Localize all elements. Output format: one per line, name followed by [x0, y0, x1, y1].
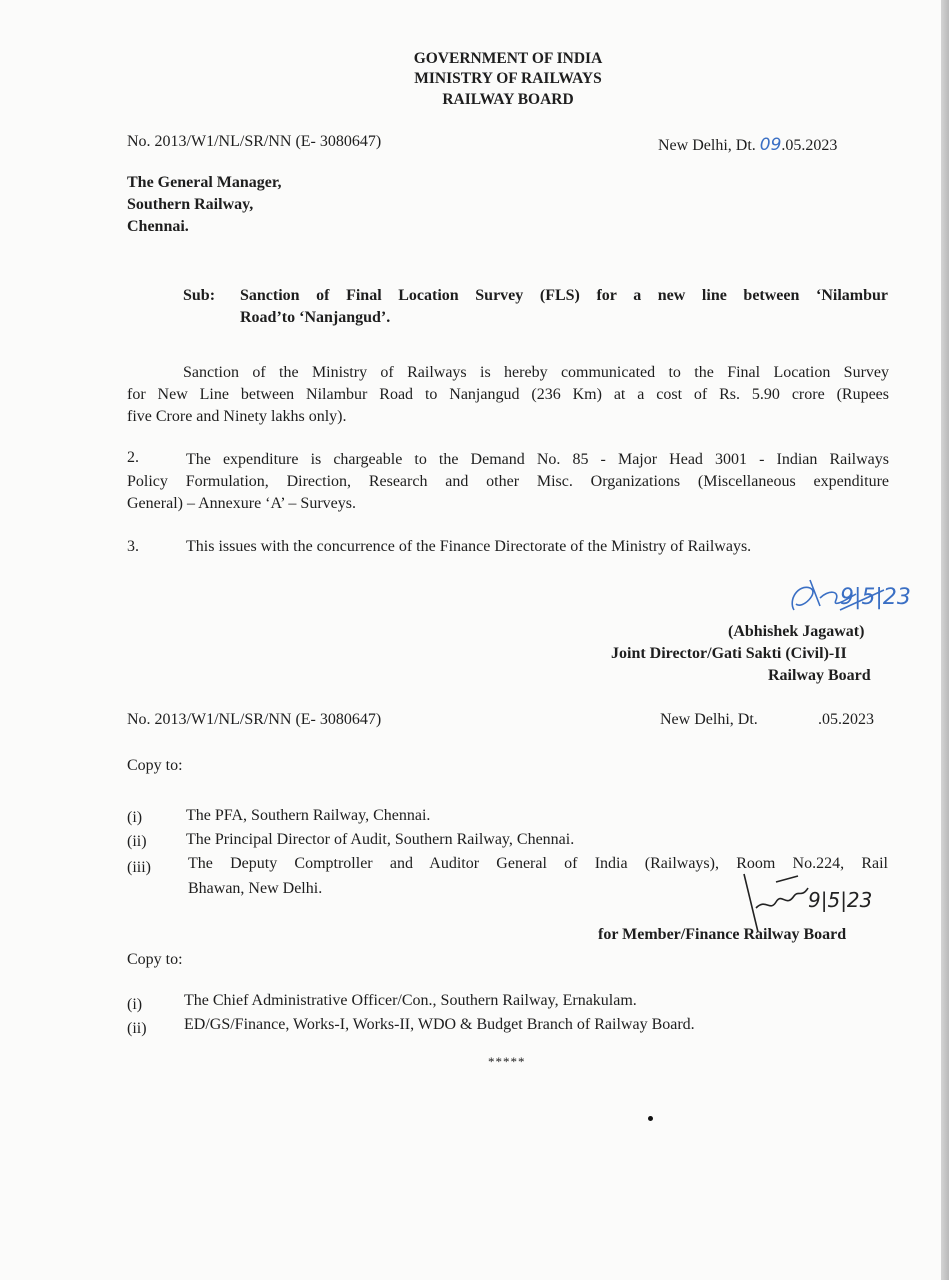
signatory-organization: Railway Board: [768, 667, 871, 684]
copy-item-text: The Deputy Comptroller and Auditor General of India (Railways), Room No.224, Rail: [188, 855, 888, 872]
copy-date-suffix: .05.2023: [818, 711, 874, 728]
subject-line-1: Sanction of Final Location Survey (FLS) for a new line between ‘Nilambur: [240, 287, 888, 304]
copy-item-number: (i): [127, 996, 143, 1013]
paragraph-3: This issues with the concurrence of the Finance Directorate of the Ministry of Railways.: [186, 538, 752, 555]
for-member-finance: for Member/Finance Railway Board: [598, 926, 847, 943]
letter-date-prefix: New Delhi, Dt.: [658, 137, 756, 154]
copy-to-label: Copy to:: [127, 757, 183, 774]
header-government: GOVERNMENT OF INDIA: [413, 50, 603, 67]
signatory-title: Joint Director/Gati Sakti (Civil)-II: [611, 645, 847, 662]
paragraph-1-line: for New Line between Nilambur Road to Nanjangud (236 Km) at a cost of Rs. 5.90 crore (Rupees: [127, 386, 889, 403]
header-board: RAILWAY BOARD: [442, 91, 574, 108]
ink-dot: [648, 1116, 653, 1121]
copy-ref-number: No. 2013/W1/NL/SR/NN (E- 3080647): [127, 711, 382, 728]
handwritten-day: 09: [759, 135, 782, 155]
letter-date: [658, 135, 837, 155]
copy-item-number: (ii): [127, 833, 147, 850]
header-ministry: MINISTRY OF RAILWAYS: [414, 70, 602, 87]
paragraph-1-line: five Crore and Ninety lakhs only).: [127, 408, 347, 425]
end-mark: *****: [488, 1054, 526, 1069]
paragraph-2-line: General) – Annexure ‘A’ – Surveys.: [127, 495, 356, 512]
finance-signature-date: 9|5|23: [808, 888, 873, 912]
signatory-name: (Abhishek Jagawat): [728, 623, 865, 640]
paragraph-2-line: Policy Formulation, Direction, Research and other Misc. Organizations (Miscellaneous expenditure: [127, 473, 889, 490]
addressee-line-1: The General Manager,: [127, 174, 282, 191]
paragraph-2: [127, 449, 889, 515]
paragraph-2-number: 2.: [127, 449, 139, 466]
copy-item-text: ED/GS/Finance, Works-I, Works-II, WDO & Budget Branch of Railway Board.: [184, 1016, 695, 1033]
paragraph-3-number: 3.: [127, 538, 139, 555]
copy-item-text: The Principal Director of Audit, Southern Railway, Chennai.: [186, 831, 575, 848]
signature-date: 9|5|23: [840, 585, 911, 610]
letter-ref-number: No. 2013/W1/NL/SR/NN (E- 3080647): [127, 133, 382, 150]
copy-item-text: The PFA, Southern Railway, Chennai.: [186, 807, 431, 824]
copy-item-number: (ii): [127, 1020, 147, 1037]
paragraph-1: [127, 362, 889, 428]
copy-date-prefix: New Delhi, Dt.: [660, 711, 758, 728]
copy-item-number: (i): [127, 809, 143, 826]
paragraph-1-line: Sanction of the Ministry of Railways is hereby communicated to the Final Location Survey: [183, 364, 889, 381]
addressee-line-2: Southern Railway,: [127, 196, 254, 213]
subject-label: Sub:: [183, 287, 216, 304]
copy-item-text-continued: Bhawan, New Delhi.: [188, 880, 323, 897]
copy-to-label-2: Copy to:: [127, 951, 183, 968]
copy-item-text: The Chief Administrative Officer/Con., Southern Railway, Ernakulam.: [184, 992, 637, 1009]
copy-item-number: (iii): [127, 859, 151, 876]
addressee-line-3: Chennai.: [127, 218, 189, 235]
letter-date-suffix: .05.2023: [781, 137, 838, 154]
subject-line-2: Road’to ‘Nanjangud’.: [240, 309, 391, 326]
paragraph-2-line: The expenditure is chargeable to the Demand No. 85 - Major Head 3001 - Indian Railways: [186, 451, 889, 468]
